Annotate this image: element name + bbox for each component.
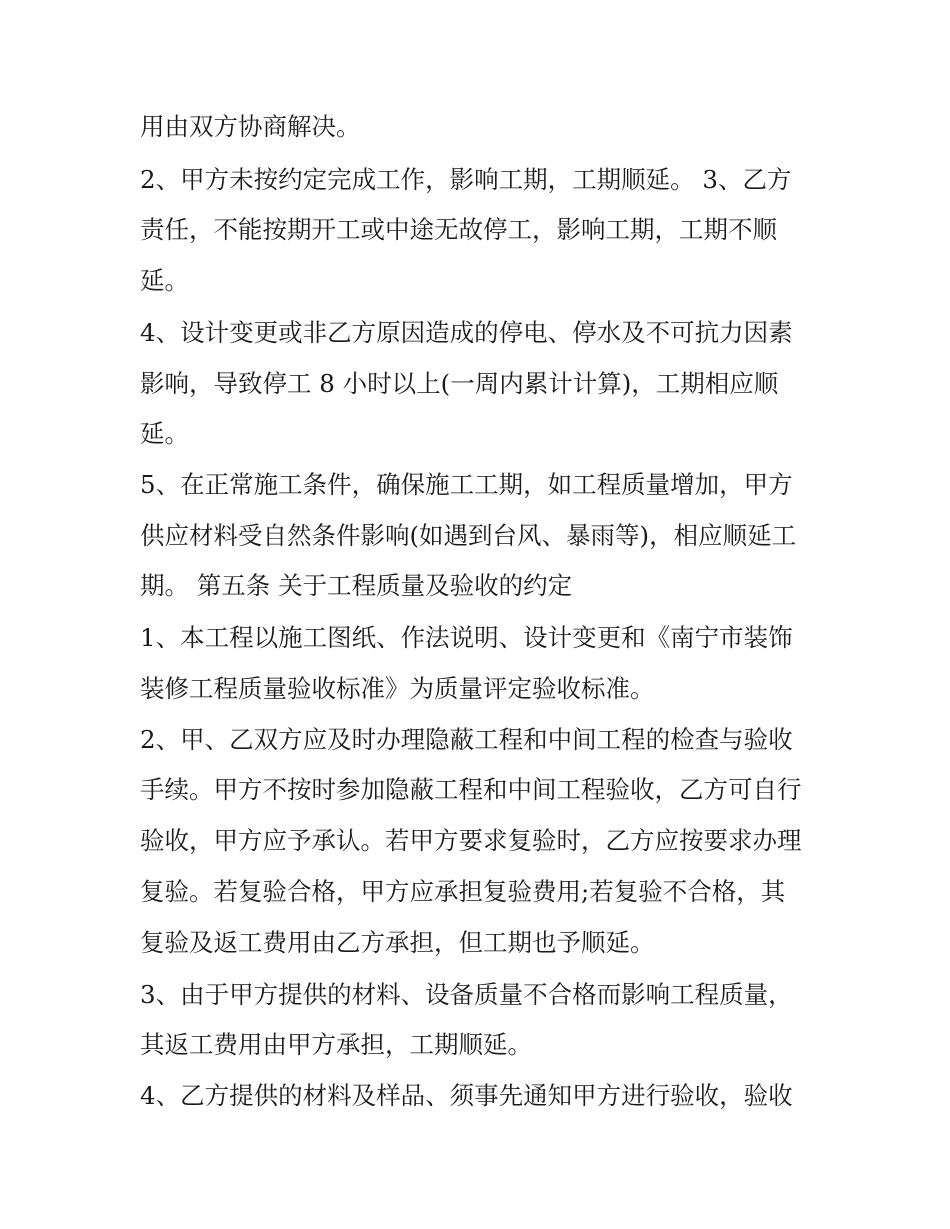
text-line: 复验。若复验合格，甲方应承担复验费用;若复验不合格，其 <box>140 877 786 906</box>
text-line: 责任，不能按期开工或中途无故停工，影响工期，工期不顺 <box>140 215 777 244</box>
text-line: 5、在正常施工条件，确保施工工期，如工程质量增加，甲方 <box>140 470 793 499</box>
text-line: 验收，甲方应予承认。若甲方要求复验时，乙方应按要求办理 <box>140 826 802 855</box>
text-line: 2、甲、乙双方应及时办理隐蔽工程和中间工程的检查与验收 <box>140 725 793 754</box>
text-line: 装修工程质量验收标准》为质量评定验收标准。 <box>140 674 655 703</box>
text-line: 1、本工程以施工图纸、作法说明、设计变更和《南宁市装饰 <box>140 623 793 652</box>
text-line: 用由双方协商解决。 <box>140 112 361 141</box>
text-line: 2、甲方未按约定完成工作，影响工期，工期顺延。 3、乙方 <box>140 165 792 194</box>
text-line: 4、乙方提供的材料及样品、须事先通知甲方进行验收，验收 <box>140 1081 793 1110</box>
text-line: 期。 第五条 关于工程质量及验收的约定 <box>140 571 573 600</box>
text-line: 延。 <box>140 419 189 448</box>
text-line: 3、由于甲方提供的材料、设备质量不合格而影响工程质量， <box>140 980 793 1009</box>
text-line: 影响，导致停工 8 小时以上(一周内累计计算)，工期相应顺 <box>140 369 779 398</box>
text-line: 供应材料受自然条件影响(如遇到台风、暴雨等)，相应顺延工 <box>140 521 797 550</box>
text-line: 复验及返工费用由乙方承担，但工期也予顺延。 <box>140 928 655 957</box>
text-line: 延。 <box>140 266 189 295</box>
text-line: 其返工费用由甲方承担，工期顺延。 <box>140 1030 532 1059</box>
text-line: 手续。甲方不按时参加隐蔽工程和中间工程验收，乙方可自行 <box>140 775 802 804</box>
text-line: 4、设计变更或非乙方原因造成的停电、停水及不可抗力因素 <box>140 318 793 347</box>
